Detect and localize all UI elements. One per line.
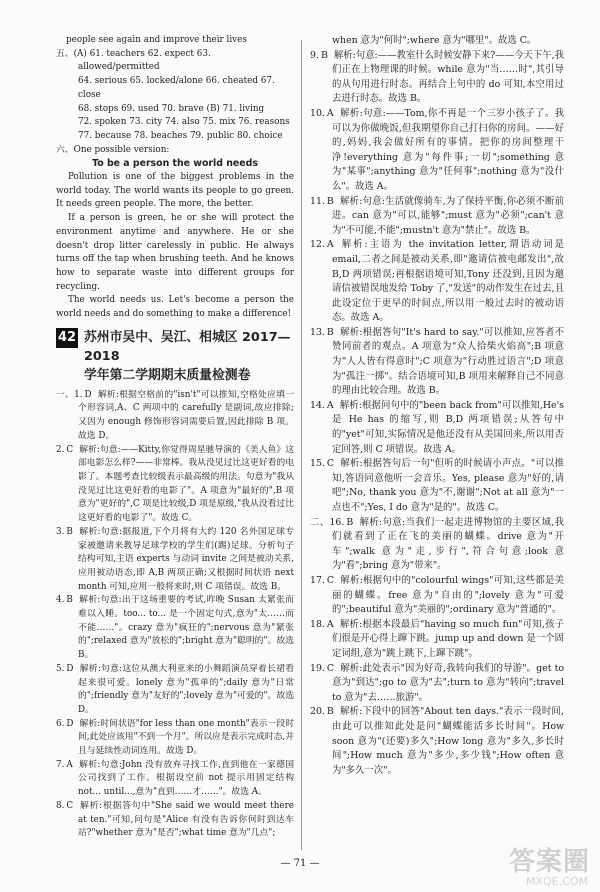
answer-item [310, 705, 564, 778]
question-number: 17. [310, 574, 325, 586]
left-column [56, 34, 294, 841]
answer-item [56, 389, 294, 444]
question-number: 20. [310, 706, 325, 718]
answer-letter: C [66, 444, 74, 455]
explanation-text: 解析:句意:这位从澳大利亚来的小舞蹈演员穿着长裙看起来很可爱。lonely 意为"孤单的";daily 意为"日常的";friendly 意为"友好的";lovely 意为"可爱的"。故选 D。 [78, 663, 294, 715]
explanation-text: 解析:下段中的回答"About ten days."表示一段时间,由此可以推知此处是问"蝴蝶能活多长时间"。How soon 意为"(还要)多久";How long 意为"多久,多长时间";How much 意为"多少,多少钱";How often 意为"多久一次"。 [332, 706, 564, 776]
part-five-line: 68. stops 69. used 70. brave (B) 71. living [78, 103, 265, 114]
right-column [310, 34, 564, 778]
explanation-text: 解析:句意:John 没有放弃寻找工作,直到他在一家德国公司找到了工作。根据设空前 not 提示用固定结构 not... until...,意为"直到……才……"。故选 A。 [78, 759, 294, 798]
answer-letter: B [66, 526, 73, 537]
part-label: 一、 [56, 389, 75, 400]
answer-letter: A [326, 399, 334, 411]
explanation-text: 解析:根据空格前的"isn't"可以推知,空格处应填一个形容词,A、C 两项中的 carefully 是副词,故应排除;又因为 enough 修饰形容词需要后置,因此排除 B 项。故选 D。 [78, 389, 294, 441]
answer-list [310, 49, 564, 516]
explanation-text: 解析:此处表示"因为好奇,我转向我们的导游"。get to 意为"到达";go to 意为"去";turn to 意为"转向";travel to 意为"去……旅游"。 [332, 662, 564, 703]
answer-letter: B [66, 595, 73, 606]
question-number: 7. [56, 759, 65, 770]
explanation-text: 解析:句意:出于这场重要的考试,昨晚 Susan 太紧张而难以入睡。too... to... 是一个固定句式,意为"太……而不能……"。crazy 意为"疯狂的";nervous 意为"紧张的";relaxed 意为"放松的";bright 意为"聪明的"。故选 B。 [78, 595, 294, 661]
question-number: 3. [56, 526, 65, 537]
answer-item [310, 662, 564, 706]
explanation-text: 解析:根据答句中"She said we would meet there at ten."可知,问句是"Alice 有没有告诉你何时到达车站?"whether 意为"是否";what time 意为"几点"; [78, 800, 294, 839]
explanation-text: 解析:主语为 the invitation letter,谓语动词是 email,二者之间是被动关系,即"邀请信被电邮发出",故 B,D 两项错误;再根据语境可知,Tony 还没到,且因为邀请信被错误地发给 Toby 了,"发送"的动作发生在过去,且此设定位于更早的时间点,所以用一般过去时的被动语态。故选 A。 [332, 239, 564, 324]
explanation-text: 解析:根据答句后一句"但听的时候请小声点。"可以推知,答语同意他听一会音乐。Yes, please 意为"好的,请吧";No, thank you 意为"不,谢谢";Not at all 意为"一点也不";Yes, I do 意为"是的"。故选 C。 [332, 458, 564, 513]
page-number: — 71 — [280, 858, 320, 869]
question-number: 10. [310, 107, 325, 119]
answer-item [310, 618, 564, 662]
answer-item [310, 49, 564, 107]
answer-letter: C [326, 574, 335, 586]
watermark-url: MXQE.COM [526, 875, 588, 888]
section-number-badge: 42 [56, 328, 78, 348]
question-number: 14. [310, 399, 325, 411]
answer-item [310, 326, 564, 399]
column-divider [301, 40, 302, 850]
answer-item [310, 107, 564, 195]
answer-item [310, 399, 564, 457]
essay-paragraph: The world needs us. Let's become a person the world needs and do something to make a difference! [56, 295, 294, 320]
answer-item [56, 594, 294, 663]
carryover-line: people see again and improve their lives [66, 35, 247, 45]
answer-letter: B [326, 195, 334, 207]
answer-letter: B [326, 706, 334, 718]
section-title: 苏州市吴中、吴江、相城区 2017—2018 [84, 329, 291, 364]
answer-item [56, 526, 294, 595]
answer-letter: D [66, 718, 74, 729]
answer-letter: A [66, 759, 73, 770]
part-six [56, 144, 294, 322]
answer-item [56, 759, 294, 800]
explanation-text: 解析:句意:据报道,下个月将有大约 120 名外国足球专家被邀请来教导足球学校的学生们(踢)足球。分析句子结构可知,主语 experts 与动词 invite 之间是被动关系,应用被动语态,即 A,B 两项正确;又根据时间状语 next month 可知,应用一般将来时,则 C 项错误。故选 B。 [78, 526, 294, 592]
answer-letter: A [326, 618, 334, 630]
answer-item [56, 718, 294, 759]
part-five [56, 48, 294, 144]
explanation-text: 解析:句意:——Tom,你不再是一个三岁小孩子了。我可以为你做晚饭,但我期望你自己打扫你的房间。——好的,妈妈,我会做好所有的事情。把你的房间整理干净!everything 意为"每件事;一切";something 意为"某事";anything 意为"任何事";nothing 意为"没什么"。故选 A。 [332, 107, 564, 192]
part-six-intro: 六、One possible version: [56, 144, 170, 155]
answer-item [56, 663, 294, 718]
explanation-text: 解析:根据本段最后"having so much fun"可知,孩子们很是开心得上蹿下跳。jump up and down 是一个固定词组,意为"跳上跳下,上蹿下跳"。 [332, 618, 564, 659]
answer-letter: C [326, 458, 335, 470]
answer-letter: B [320, 49, 328, 61]
answer-item [310, 516, 564, 574]
carryover-line: when 意为"何时";where 意为"哪里"。故选 C。 [332, 35, 537, 46]
explanation-text: 解析:根据问句中的"been back from"可以推知,He's 是 He has 的缩写,则 B,D 两项错误;从答句中的"yet"可知,实际情况是他还没有从美国回来,所以用否定回答,则 C 项错误。故选 A。 [332, 399, 564, 455]
question-number: 16. [329, 516, 345, 528]
question-number: 8. [56, 800, 65, 811]
part-five-line: 五、(A) 61. teachers 62. expect 63. allowed/permitted [56, 48, 211, 73]
question-number: 18. [310, 618, 325, 630]
answer-letter: B [326, 326, 334, 338]
section-header [56, 328, 294, 385]
question-number: 9. [310, 49, 319, 61]
essay-title: To be a person the world needs [92, 158, 258, 170]
question-number: 15. [310, 458, 325, 470]
question-number: 19. [310, 662, 325, 674]
explanation-text: 解析:句意:——Kitty,你觉得周星驰导演的《美人鱼》这部电影怎么样?——非常棒。我从没见过比这更好看的电影了。本题考查比较级表示最高级的用法。句意为"我从没见过比这更好看的电影了"。A 项意为"最好的",B 项意为"更好的",C 项是比较级,D 项是原级,"我从没看过比这更好看的电影了"。故选 C。 [78, 444, 294, 524]
answer-letter: A [326, 107, 334, 119]
section-title: 学年第二学期期末质量检测卷 [84, 367, 251, 383]
answer-list [310, 516, 564, 779]
answer-letter: C [66, 800, 74, 811]
part-five-line: 77. because 78. beaches 79. public 80. choice [78, 130, 283, 141]
part-label: 二、 [310, 516, 330, 528]
explanation-text: 解析:根据句中的"colourful wings"可知,这些都是美丽的蝴蝶。free 意为"自由的";lovely 意为"可爱的";beautiful 意为"美丽的";ordinary 意为"普通的"。 [332, 574, 564, 616]
answer-item [56, 800, 294, 841]
explanation-text: 解析:句意:生活就像骑车,为了保持平衡,你必须不断前进。can 意为"可以,能够";must 意为"必须";can't 意为"不可能,不能";mustn't 意为"禁止"。故选 B。 [332, 195, 564, 236]
question-number: 1. [74, 389, 83, 400]
question-number: 13. [310, 326, 325, 338]
part-five-line: 64. serious 65. locked/alone 66. cheated 67. close [78, 76, 275, 100]
answer-letter: A [326, 239, 334, 251]
explanation-text: 解析:句意:——教室什么时候安静下来?——今天下午,我们正在上物理课的时候。while 意为"当……时",其引导的从句用进行时态。再结合上句中的 do 可知,本空用过去进行时态。故选 B。 [332, 49, 564, 105]
question-number: 5. [56, 663, 65, 674]
essay-paragraph: If a person is green, he or she will protect the environment anytime and anywhere. He or she doesn't drop litter carelessly in public. He always turns off the tap when brushing teeth. And he knows how to separate waste into different groups for recycling. [56, 213, 294, 292]
answer-item [310, 457, 564, 515]
essay-paragraph: Pollution is one of the biggest problems in the world today. The world wants its people to go green. It needs green people. The more, the better. [56, 172, 294, 210]
answer-item [56, 444, 294, 526]
question-number: 12. [310, 239, 325, 251]
part-five-line: 72. spoken 73. city 74. also 75. mix 76. reasons [78, 117, 290, 128]
question-number: 6. [56, 718, 65, 729]
answer-list [56, 389, 294, 841]
question-number: 2. [56, 444, 65, 455]
watermark-logo: 答案圈 [508, 847, 590, 877]
answer-letter: B [346, 516, 354, 528]
answer-letter: D [84, 389, 92, 400]
answer-item [310, 195, 564, 239]
explanation-text: 解析:根据答句"It's hard to say."可以推知,应答者不赞同前者的观点。A 项意为"众人拾柴火焰高";B 项意为"人人皆有得意时";C 项意为"行动胜过语言";D 项意为"孤注一掷"。结合语境可知,B 项用来解释自己不同意的理由比较合理。故选 B。 [332, 326, 564, 397]
question-number: 4. [56, 595, 65, 606]
answer-letter: C [326, 662, 335, 674]
question-number: 11. [310, 195, 325, 207]
answer-item [310, 238, 564, 326]
explanation-text: 解析:句意:当我们一起走进博物馆的主要区域,我们就看到了正在飞的美丽的蝴蝶。drive 意为"开车";walk 意为"走,步行",符合句意;look 意为"看";bring 意为"带来"。 [332, 516, 564, 572]
answer-letter: D [66, 663, 74, 674]
explanation-text: 解析:时间状语"for less than one month"表示一段时间,此处应该用"不到一个月"。所以应是表示完成时态,并且与延续性动词连用。故选 D。 [78, 718, 295, 757]
answer-item [310, 574, 564, 618]
